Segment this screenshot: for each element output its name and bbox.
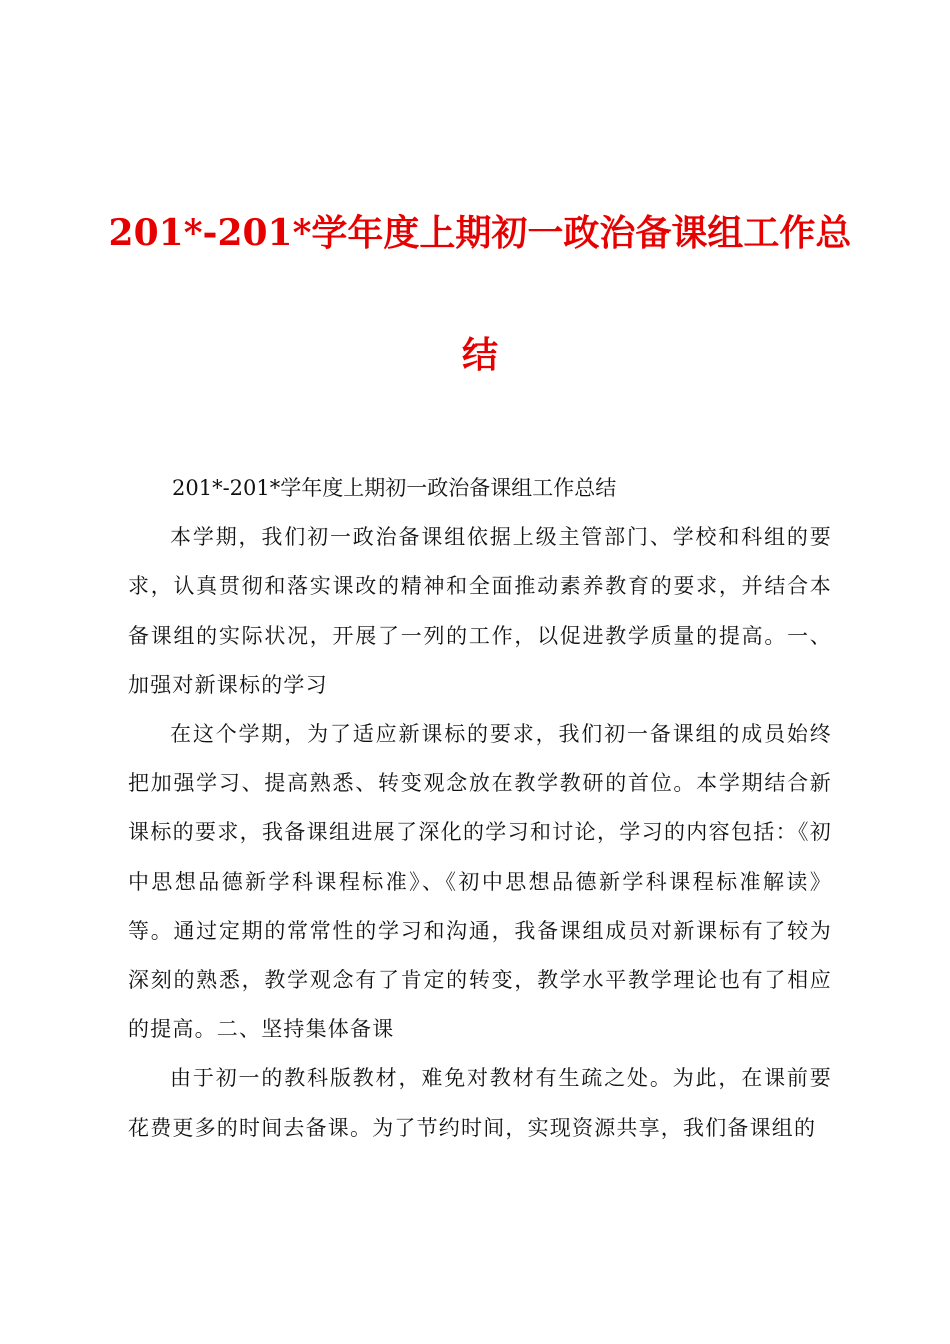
paragraph-2: 在这个学期，为了适应新课标的要求，我们初一备课组的成员始终把加强学习、提高熟悉、转变观念放在教学教研的首位。本学期结合新课标的要求，我备课组进展了深化的学习和讨论，学习的内容包括：《初中思想品德新学科课程标准》、《初中思想品德新学科课程标准解读》等。通过定期的常常性的学习和沟通，我备课组成员对新课标有了较为深刻的熟悉，教学观念有了肯定的转变，教学水平教学理论也有了相应的提高。二、坚持集体备课 (128, 722, 832, 1042)
paragraph-3: 由于初一的教科版教材，难免对教材有生疏之处。为此，在课前要花费更多的时间去备课。为了节约时间，实现资源共享，我们备课组的 (128, 1066, 832, 1140)
document-body (128, 464, 832, 1153)
document-title-line-2: 结 (461, 334, 498, 376)
document-title-line-1: 201*-201*学年度上期初一政治备课组工作总 (108, 212, 852, 254)
document-subtitle: 201*-201*学年度上期初一政治备课组工作总结 (172, 476, 617, 500)
paragraph-1: 本学期，我们初一政治备课组依据上级主管部门、学校和科组的要求，认真贯彻和落实课改的精神和全面推动素养教育的要求，并结合本备课组的实际状况，开展了一列的工作，以促进教学质量的提高。一、加强对新课标的学习 (128, 525, 832, 697)
